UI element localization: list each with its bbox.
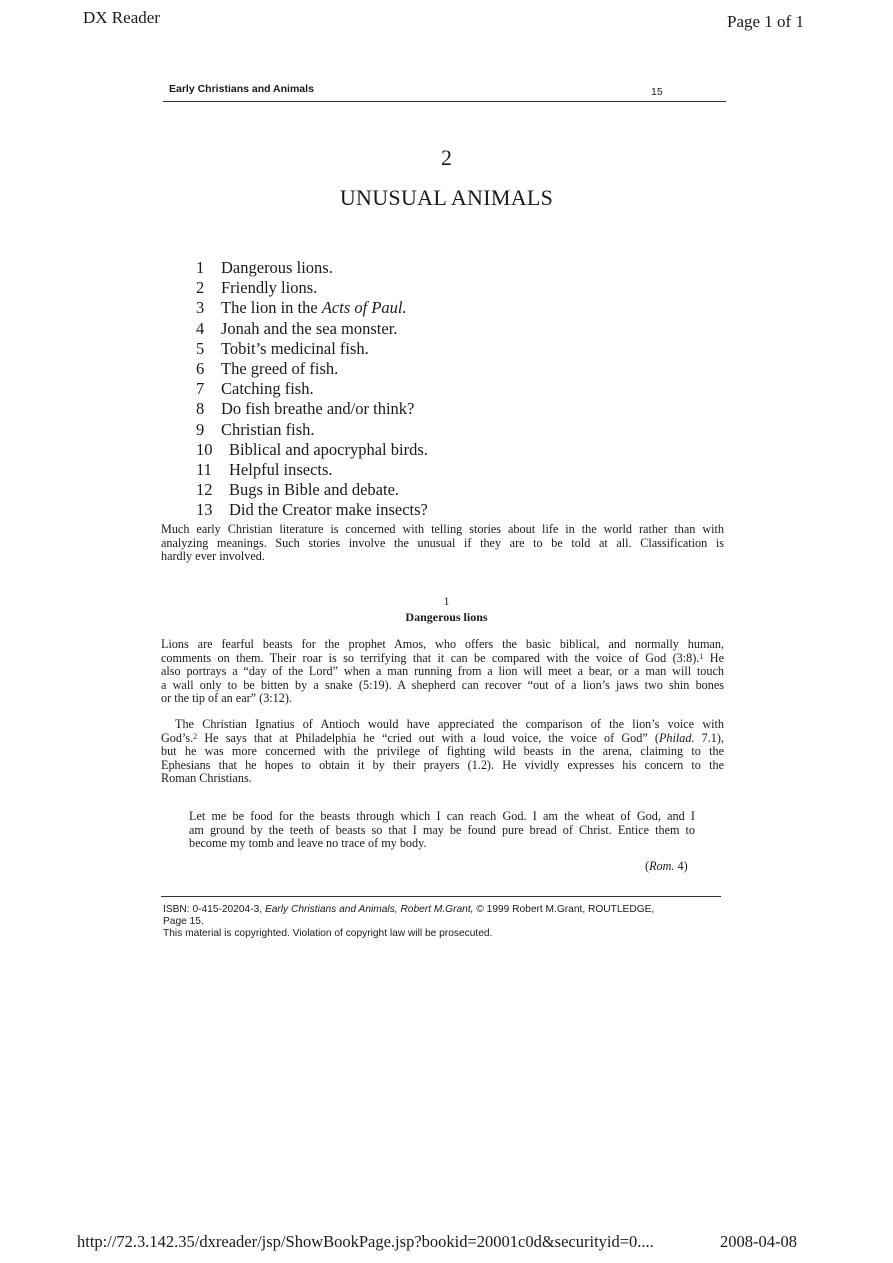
line-text: 7.1), <box>694 730 724 745</box>
section-title: Dangerous lions <box>405 610 488 624</box>
contents-item <box>196 440 428 460</box>
paragraph-line: a wall only to be bitten by a snake (5:19). A shepherd can recover “out of a lion’s jaws two shin bones <box>161 677 724 692</box>
contents-item <box>196 420 428 440</box>
contents-item-number: 9 <box>196 419 205 439</box>
paragraph-line: analyzing meanings. Such stories involve the unusual if they are to be told at all. Classification is <box>161 535 724 550</box>
contents-item-number: 1 <box>196 258 205 277</box>
contents-item-number: 13 <box>196 500 213 520</box>
isbn-line <box>163 904 654 916</box>
print-app-name: DX Reader <box>83 8 160 27</box>
copyright-notice: This material is copyrighted. Violation of copyright law will be prosecuted. <box>163 927 493 939</box>
paragraph-line <box>161 718 724 732</box>
block-quote <box>189 810 695 851</box>
isbn-prefix: ISBN: 0-415-20204-3, <box>163 904 265 915</box>
paragraph-line <box>161 732 724 746</box>
footer-page-line: Page 15. <box>163 915 204 927</box>
print-url: http://72.3.142.35/dxreader/jsp/ShowBookPage.jsp?bookid=20001c0d&securityid=0.... <box>77 1232 654 1251</box>
contents-item <box>196 319 428 339</box>
contents-item-text: Helpful insects. <box>229 459 333 479</box>
isbn-title: Early Christians and Animals, Robert M.Grant, <box>264 904 474 915</box>
line-text: The Christian Ignatius of Antioch would have appreciated the comparison of the lion’s voice with <box>175 717 724 731</box>
header-rule <box>163 101 726 102</box>
contents-item-text: Friendly lions. <box>221 278 318 298</box>
chapter-intro-paragraph <box>161 523 724 564</box>
chapter-title: UNUSUAL ANIMALS <box>339 185 554 210</box>
contents-item-text: Catching fish. <box>221 379 314 399</box>
line-text: He says that at Philadelphia he “cried out with a loud voice, the voice of God” ( <box>197 730 659 745</box>
contents-item-text: Biblical and apocryphal birds. <box>229 439 428 459</box>
contents-item-number: 2 <box>196 278 205 298</box>
chapter-contents-list <box>196 258 428 520</box>
paragraph-line: Ephesians that he hopes to obtain it by their prayers (1.2). He vividly expresses his concern to the <box>161 757 724 772</box>
contents-item-text: Did the Creator make insects? <box>229 500 428 520</box>
paragraph-line <box>161 652 724 666</box>
paragraph-line: but he was more concerned with the privilege of fighting wild beasts in the arena, claiming to the <box>161 744 724 759</box>
contents-item-number: 5 <box>196 338 205 358</box>
isbn-suffix: © 1999 Robert M.Grant, ROUTLEDGE, <box>473 904 655 915</box>
contents-item-number: 8 <box>196 399 205 419</box>
contents-item-text: Christian fish. <box>221 419 315 439</box>
print-date: 2008-04-08 <box>720 1232 797 1251</box>
line-text: comments on them. Their roar is so terrifying that it can be compared with the voice of God (3:8). <box>161 650 700 665</box>
contents-item <box>196 359 428 379</box>
citation-italic: Rom. <box>649 859 675 873</box>
paragraph-line: hardly ever involved. <box>161 549 265 564</box>
contents-item-text: Jonah and the sea monster. <box>221 318 398 338</box>
contents-item <box>196 339 428 359</box>
quote-line: become my tomb and leave no trace of my body. <box>189 836 427 851</box>
contents-item <box>196 258 428 278</box>
chapter-number: 2 <box>441 145 452 170</box>
running-page-number: 15 <box>651 86 663 98</box>
contents-item <box>196 278 428 298</box>
contents-item <box>196 460 428 480</box>
paragraph-line: Roman Christians. <box>161 771 252 786</box>
footnote-marker: 2 <box>193 731 198 741</box>
contents-item-text: Bugs in Bible and debate. <box>229 480 400 500</box>
paragraph-line: or the tip of an ear” (3:12). <box>161 691 292 706</box>
citation-rest: 4) <box>674 859 688 873</box>
citation-open: ( <box>645 859 650 873</box>
copyright-footer <box>163 904 654 939</box>
contents-item-number: 10 <box>196 439 213 459</box>
contents-item <box>196 399 428 419</box>
contents-item-number: 11 <box>196 459 212 479</box>
footer-rule <box>161 896 721 897</box>
contents-item-number: 12 <box>196 480 213 500</box>
line-text: He <box>703 650 724 665</box>
print-page-indicator: Page 1 of 1 <box>727 12 804 31</box>
contents-item <box>196 379 428 399</box>
contents-item-text: Dangerous lions. <box>221 258 333 277</box>
running-title: Early Christians and Animals <box>169 83 314 95</box>
contents-item-text: The lion in the <box>221 298 322 318</box>
line-text: God’s. <box>161 730 194 745</box>
line-text-italic: Philad. <box>658 730 695 745</box>
quote-line: am ground by the teeth of beasts so that I may be found pure bread of Christ. Entice them to <box>189 822 695 837</box>
contents-item-text: The greed of fish. <box>221 358 339 378</box>
contents-item-number: 4 <box>196 318 205 338</box>
paragraph-line: Lions are fearful beasts for the prophet Amos, who offers the basic biblical, and normally human, <box>161 637 724 651</box>
contents-item-number: 6 <box>196 358 205 378</box>
contents-item-number: 3 <box>196 298 205 318</box>
quote-line: Let me be food for the beasts through which I can reach God. I am the wheat of God, and I <box>189 809 695 823</box>
quote-citation <box>645 859 688 874</box>
contents-item <box>196 500 428 520</box>
contents-item-italic: Acts of Paul. <box>321 298 407 318</box>
paragraph-line: also portrays a “day of the Lord” when a man running from a lion will meet a bear, or a man will touch <box>161 664 724 679</box>
contents-item <box>196 480 428 500</box>
contents-item-text: Tobit’s medicinal fish. <box>221 338 369 358</box>
section-number: 1 <box>443 594 450 608</box>
footnote-marker: 1 <box>699 651 704 661</box>
paragraph-line: Much early Christian literature is concerned with telling stories about life in the world rather than with <box>161 522 724 536</box>
contents-item <box>196 298 428 318</box>
body-paragraph <box>161 718 724 786</box>
body-paragraph <box>161 638 724 706</box>
contents-item-number: 7 <box>196 379 205 399</box>
contents-item-text: Do fish breathe and/or think? <box>221 399 415 419</box>
